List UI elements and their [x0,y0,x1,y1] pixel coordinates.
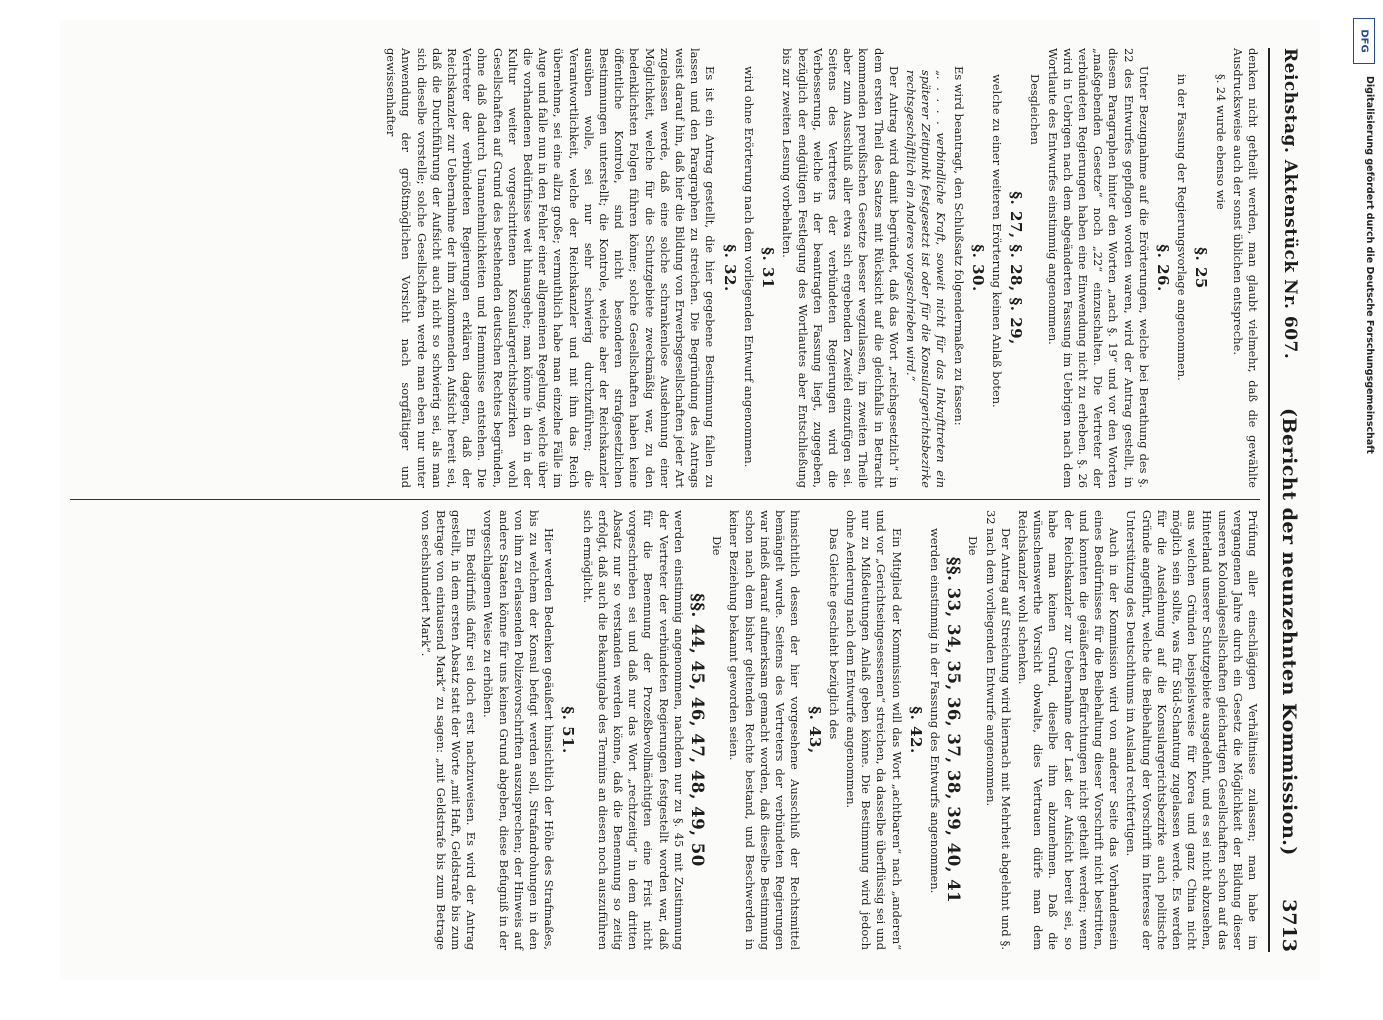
paragraph: Es ist ein Antrag gestellt, die hier gegebene Bestimmung fallen zu lassen und den Paragraphen zu streichen. Die Begründung des Antrags weist darauf hin, daß hier die Bildung von Erwerbsgesellschaften jeder Art zugelassen werde, daß eine solche schrankenlose Ausdehnung einer Möglichkeit, welche für die Schutzgebiete zweckmäßig war, zu den bedenklichsten Folgen führen könne; solche Gesellschaften haben keine öffentliche Kontrole, sind nicht besonderen strafgesetzlichen Bestimmungen unterstellt; die Kontrole, welche aber der Reichskanzler ausüben wolle, sei nur sehr schwierig durchzuführen; die Verantwortlichkeit, welche der Reichskanzler und mit ihm das Reich übernehme, sei eine allzu große; vermuthlich habe man einzelne Fälle im Auge und falle nun in den Fehler einer allgemeinen Regelung, welche über die vorhandenen Bedürfnisse weit hinausgehe; man könne in den in der Kultur weiter vorgeschrittenen Konsulargerichtsbezirken wohl Gesellschaften auf Grund des bestehenden deutschen Rechtes begründen, ohne daß dadurch Unannehmlichkeiten und Hemmnisse entstehen. Die Vertreter der verbündeten Regierungen erklären dagegen, daß der Reichskanzler zur Uebernahme der ihm zukommenden Aufsicht bereit sei, daß die Durchführung der Aufsicht auch nicht so schwierig sei, als man sich dieselbe vorstelle; solche Gesellschaften werde man eben nur unter Anwendung der größtmöglichen Vorsicht nach sorgfältiger und gewissenhafter [384,48,718,488]
paragraph: werden einstimmig in der Fassung des Entwurfs angenommen. [927,528,942,894]
section-heading: §. 32. [720,244,739,292]
paragraph: Das Gleiche geschieht bezüglich des [826,528,841,740]
paragraph: Es wird beantragt, den Schlußsatz folgendermaßen zu fassen: [951,66,966,426]
section-heading: §. 26. [1153,244,1172,292]
section-heading: §. 43, [805,706,824,754]
section-heading: §§. 44, 45, 46, 47, 48, 49, 50 [688,593,708,867]
paragraph: Der Antrag wird damit begründet, daß das Wort „reichsgesetzlich“ in dem ersten Theil des Satzes mit Rücksicht auf die gleichfalls in Betracht kommenden preußischen Gesetze besser wegzulassen, im zweiten Theile aber zum Ausschluß aller etwa sich ergebenden Zweifel einzufügen sei. Seitens des Vertreters der verbündeten Regierungen wird die Verbesserung, welche in der beantragten Fassung liegt, zugegeben, bezüglich der endgültigen Festlegung des Wortlautes aber Entschließung bis zur zweiten Lesung vorbehalten. [780,48,901,488]
header-report-title: (Bericht der neunzehnten Kommission.) [1278,408,1300,856]
paragraph: Die [710,536,725,556]
paragraph: Ein Mitglied der Kommission will das Wort „achtbaren“ nach „anderen“ und vor „Gerichtseingesessenen“ streichen, da dasselbe überflüssig sei und nur zu Mißdeutungen Anlaß geben könne. Die Bestimmung wird jedoch ohne Aenderung nach dem Entwurfe angenommen. [843,510,904,950]
paragraph: wird ohne Erörterung nach dem vorliegenden Entwurf angenommen. [741,66,756,468]
paragraph: denken nicht getheilt werden, man glaubt vielmehr, daß die gewählte Ausdrucksweise auch der sonst üblichen entspreche. [1230,48,1260,488]
paragraph: in der Fassung der Regierungsvorlage angenommen. [1175,74,1190,381]
paragraph: werden einstimmig angenommen, nachdem nur zu §. 45 mit Zustimmung der Vertreter der verbündeten Regierungen festgestellt worden war, daß für die Benennung der Prozeßbevollmächtigten eine Frist nicht vorgeschrieben sei und daß nur das Wort „rechtzeitig“ in dem dritten Absatz nur so verstanden werden könne, daß die Benennung so zeitig erfolgt, daß auch die Bekanntgabe des Termins an diesen noch auszuführen sich ermöglicht. [580,510,686,950]
section-heading: §. 31 [759,247,778,289]
section-heading: §. 27, §. 28, §. 29, [1007,191,1026,345]
section-heading: §. 42. [906,706,925,754]
section-heading: §. 25 [1192,247,1211,289]
dfg-logo: DFG [1353,18,1375,64]
section-heading: §. 30. [968,244,987,292]
paragraph: hinsichtlich dessen der hier vorgesehene Ausschluß der Rechtsmittel bemängelt wurde. Seitens des Vertreters der verbündeten Regierungen war indeß darauf aufmerksam gemacht worden, daß dieselbe Bestimmung schon nach dem bisher geltenden Rechte bestand, und Beschwerden in keiner Beziehung bekannt geworden seien. [727,510,803,950]
page-header [1268,48,1306,952]
section-heading: §. 51. [559,706,578,754]
column-divider [70,499,1260,500]
paragraph: §. 24 wurde ebenso wie [1213,74,1228,210]
header-journal-title: Reichstag. Aktenstück Nr. 607. [1280,48,1300,360]
right-column [70,510,1260,950]
paragraph: Ein Bedürfniß dafür sei doch erst nachzuweisen. Es wird der Antrag gestellt, in dem ersten Absatz statt der Worte „mit Haft, Geldstrafe bis zum Betrage von eintausend Mark“ zu sagen: „mit Geldstrafe bis zum Betrage von sechshundert Mark“. [418,510,479,950]
paragraph: Prüfung aller einschlägigen Verhältnisse zulassen; man habe im vergangenen Jahre durch ein Gesetz die Möglichkeit der Bildung dieser unseren Kolonialgesellschaften gleichartigen Gesellschaften schon auf das Hinterland unserer Schutzgebiete ausgedehnt, und es sei nicht abzusehen, aus welchen Gründen beispielsweise für Korea und ganz China nicht möglich sein sollte, was für Süd-Schantung zugelassen werde. Es werden für die Ausdehnung auf die Konsulargerichtsbezirke auch politische Gründe angeführt, welche die Beibehaltung der Vorschrift im Interesse der Unterstützung des Deutschthums im Ausland rechtfertigen. [1124,510,1260,950]
paragraph: Auch in der Kommission wird von anderer Seite das Vorhandensein eines Bedürfnisses für die Beibehaltung dieser Vorschrift nicht bestritten, und konnten die geäußerten Befürchtungen nicht getheilt werden; wenn der Reichskanzler zur Uebernahme der Last der Aufsicht bereit sei, so habe man keinen Grund, dieselbe ihm abzunehmen. Daß die wünschenswerthe Vorsicht obwalte, dies Vertrauen dürfe man dem Reichskanzler wohl schenken. [1015,510,1122,950]
paragraph: Der Antrag auf Streichung wird hiernach mit Mehrheit abgelehnt und §. 32 nach dem vorliegenden Entwurfe angenommen. [983,510,1013,950]
paragraph: „. . . . . verbindliche Kraft, soweit nicht für das Inkrafttreten ein späterer Zeitpunkt festgesetzt ist oder für die Konsulargerichtsbezirke rechtsgeschäftlich ein Anderes vorgeschrieben wird.“ [903,70,949,488]
paragraph: Die [966,536,981,556]
left-column [70,48,1260,488]
page-number: 3713 [1278,899,1300,952]
text-columns [70,48,1260,952]
digitization-sidebar [1353,18,1377,978]
paragraph: Desgleichen [1028,74,1043,145]
digitization-note: Digitalisierung gefördert durch die Deutsche Forschungsgemeinschaft [1364,76,1375,454]
document-page [60,20,1320,980]
paragraph: welche zu einer weiteren Erörterung keinen Anlaß boten. [989,74,1004,408]
paragraph: Hier werden Bedenken geäußert hinsichtlich der Höhe des Strafmaßes, bis zu welchem der Konsul befugt werden soll, Strafandrohungen in den von ihm zu erlassenden Polizeivorschriften auszusprechen; der Hinweis auf andere Staaten könne für uns keinen Grund abgeben, diese Befugniß in der vorgeschlagenen Weise zu erhöhen. [481,510,557,950]
section-heading: §§. 33, 34, 35, 36, 37, 38, 39, 40, 41 [944,556,964,904]
paragraph: Unter Bezugnahme auf die Erörterungen, welche bei Berathung des §. 22 des Entwurfes gepflogen worden waren, wird der Antrag gestellt, in diesem Paragraphen hinter den Worten „nach §. 19“ und vor den Worten „maßgebenden Gesetze“ noch „22“ einzuschalten. Die Vertreter der verbündeten Regierungen haben eine Einwendung nicht zu erheben. §. 26 wird in Uebrigen nach dem abgeänderten Fassung im Uebrigen nach dem Wortlaute des Entwurfes einstimmig angenommen. [1045,48,1151,488]
